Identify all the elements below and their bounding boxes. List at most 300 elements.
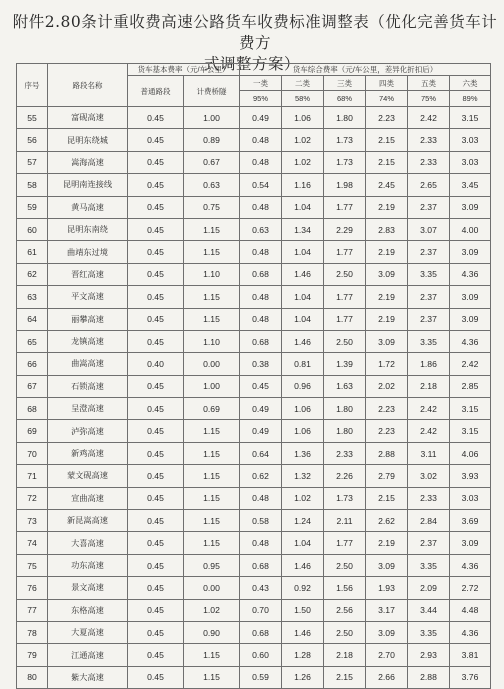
discount-class-4: 74% (366, 91, 408, 107)
class-1-rate-cell: 0.58 (240, 510, 282, 532)
seq-cell: 62 (17, 263, 48, 285)
route-cell: 新鸡高速 (48, 442, 128, 464)
base-bridge-cell: 0.00 (184, 353, 240, 375)
class-6-rate-cell: 2.72 (450, 577, 491, 599)
class-3-rate-cell: 1.98 (324, 174, 366, 196)
base-normal-cell: 0.45 (128, 330, 184, 352)
class-2-rate-cell: 0.96 (282, 375, 324, 397)
route-cell: 嵩海高速 (48, 151, 128, 173)
class-5-rate-cell: 3.02 (408, 465, 450, 487)
class-5-rate-cell: 2.18 (408, 375, 450, 397)
class-3-rate-cell: 1.80 (324, 398, 366, 420)
class-1-rate-cell: 0.43 (240, 577, 282, 599)
header-base-normal: 普通路段 (128, 76, 184, 107)
class-4-rate-cell: 2.02 (366, 375, 408, 397)
class-3-rate-cell: 1.77 (324, 196, 366, 218)
class-4-rate-cell: 3.09 (366, 330, 408, 352)
base-bridge-cell: 1.15 (184, 241, 240, 263)
class-5-rate-cell: 2.33 (408, 487, 450, 509)
route-cell: 功东高速 (48, 554, 128, 576)
table-row (17, 353, 491, 375)
class-5-rate-cell: 2.88 (408, 666, 450, 688)
table-row (17, 375, 491, 397)
class-1-rate-cell: 0.49 (240, 107, 282, 129)
class-1-rate-cell: 0.45 (240, 375, 282, 397)
class-2-rate-cell: 0.81 (282, 353, 324, 375)
header-comp-group: 货车综合费率（元/车公里，差异化折扣后） (240, 64, 491, 76)
class-4-rate-cell: 2.23 (366, 398, 408, 420)
class-5-rate-cell: 2.37 (408, 532, 450, 554)
class-5-rate-cell: 2.37 (408, 286, 450, 308)
class-3-rate-cell: 2.50 (324, 621, 366, 643)
table-row (17, 644, 491, 666)
seq-cell: 68 (17, 398, 48, 420)
class-6-rate-cell: 3.15 (450, 420, 491, 442)
class-1-rate-cell: 0.63 (240, 218, 282, 240)
class-4-rate-cell: 2.23 (366, 107, 408, 129)
route-cell: 东格高速 (48, 599, 128, 621)
route-cell: 曲嵩高速 (48, 353, 128, 375)
route-cell: 昆明东南绕 (48, 218, 128, 240)
class-6-rate-cell: 4.36 (450, 263, 491, 285)
class-4-rate-cell: 2.19 (366, 241, 408, 263)
base-bridge-cell: 0.63 (184, 174, 240, 196)
base-bridge-cell: 0.95 (184, 554, 240, 576)
class-5-rate-cell: 3.35 (408, 554, 450, 576)
route-cell: 晋红高速 (48, 263, 128, 285)
class-1-rate-cell: 0.64 (240, 442, 282, 464)
class-1-rate-cell: 0.48 (240, 241, 282, 263)
discount-class-6: 89% (450, 91, 491, 107)
base-bridge-cell: 1.15 (184, 644, 240, 666)
class-2-rate-cell: 1.02 (282, 129, 324, 151)
base-bridge-cell: 1.15 (184, 218, 240, 240)
class-6-rate-cell: 3.15 (450, 398, 491, 420)
seq-cell: 55 (17, 107, 48, 129)
seq-cell: 77 (17, 599, 48, 621)
class-4-rate-cell: 2.62 (366, 510, 408, 532)
class-1-rate-cell: 0.62 (240, 465, 282, 487)
class-5-rate-cell: 2.42 (408, 107, 450, 129)
class-4-rate-cell: 2.19 (366, 308, 408, 330)
header-base-group: 货车基本费率（元/车公里） (128, 64, 240, 76)
class-2-rate-cell: 1.02 (282, 151, 324, 173)
table-row (17, 510, 491, 532)
class-6-rate-cell: 3.69 (450, 510, 491, 532)
class-5-rate-cell: 2.93 (408, 644, 450, 666)
class-4-rate-cell: 1.72 (366, 353, 408, 375)
base-normal-cell: 0.45 (128, 398, 184, 420)
class-2-rate-cell: 0.92 (282, 577, 324, 599)
class-3-rate-cell: 2.29 (324, 218, 366, 240)
route-cell: 曲靖东过境 (48, 241, 128, 263)
class-5-rate-cell: 2.33 (408, 129, 450, 151)
route-cell: 江通高速 (48, 644, 128, 666)
base-bridge-cell: 1.10 (184, 330, 240, 352)
class-1-rate-cell: 0.68 (240, 263, 282, 285)
class-5-rate-cell: 3.44 (408, 599, 450, 621)
class-3-rate-cell: 1.56 (324, 577, 366, 599)
table-row (17, 577, 491, 599)
class-2-rate-cell: 1.28 (282, 644, 324, 666)
table-row (17, 308, 491, 330)
base-normal-cell: 0.45 (128, 599, 184, 621)
class-6-rate-cell: 3.09 (450, 241, 491, 263)
class-4-rate-cell: 3.17 (366, 599, 408, 621)
class-2-rate-cell: 1.04 (282, 308, 324, 330)
class-4-rate-cell: 2.15 (366, 487, 408, 509)
class-3-rate-cell: 2.50 (324, 330, 366, 352)
class-6-rate-cell: 4.00 (450, 218, 491, 240)
seq-cell: 67 (17, 375, 48, 397)
toll-rate-table (16, 63, 491, 689)
seq-cell: 76 (17, 577, 48, 599)
class-4-rate-cell: 2.45 (366, 174, 408, 196)
base-bridge-cell: 1.15 (184, 442, 240, 464)
discount-class-3: 68% (324, 91, 366, 107)
class-5-rate-cell: 3.07 (408, 218, 450, 240)
class-5-rate-cell: 2.84 (408, 510, 450, 532)
base-bridge-cell: 0.67 (184, 151, 240, 173)
discount-class-2: 58% (282, 91, 324, 107)
route-cell: 景文高速 (48, 577, 128, 599)
base-normal-cell: 0.45 (128, 442, 184, 464)
base-normal-cell: 0.45 (128, 621, 184, 643)
class-4-rate-cell: 3.09 (366, 554, 408, 576)
base-bridge-cell: 0.75 (184, 196, 240, 218)
table-row (17, 151, 491, 173)
class-2-rate-cell: 1.34 (282, 218, 324, 240)
seq-cell: 60 (17, 218, 48, 240)
class-1-rate-cell: 0.68 (240, 621, 282, 643)
class-2-rate-cell: 1.46 (282, 263, 324, 285)
seq-cell: 72 (17, 487, 48, 509)
route-cell: 丽攀高速 (48, 308, 128, 330)
seq-cell: 56 (17, 129, 48, 151)
class-4-rate-cell: 2.15 (366, 129, 408, 151)
class-1-rate-cell: 0.48 (240, 129, 282, 151)
class-5-rate-cell: 3.35 (408, 330, 450, 352)
class-1-rate-cell: 0.48 (240, 532, 282, 554)
base-bridge-cell: 1.15 (184, 465, 240, 487)
seq-cell: 79 (17, 644, 48, 666)
class-5-rate-cell: 2.09 (408, 577, 450, 599)
class-1-rate-cell: 0.38 (240, 353, 282, 375)
base-normal-cell: 0.45 (128, 554, 184, 576)
base-normal-cell: 0.45 (128, 510, 184, 532)
route-cell: 新昆嵩高速 (48, 510, 128, 532)
class-2-rate-cell: 1.46 (282, 554, 324, 576)
base-normal-cell: 0.45 (128, 174, 184, 196)
base-normal-cell: 0.45 (128, 263, 184, 285)
class-3-rate-cell: 2.26 (324, 465, 366, 487)
base-bridge-cell: 1.15 (184, 666, 240, 688)
header-class-2: 二类 (282, 76, 324, 91)
class-3-rate-cell: 1.77 (324, 286, 366, 308)
class-5-rate-cell: 2.65 (408, 174, 450, 196)
seq-cell: 63 (17, 286, 48, 308)
class-5-rate-cell: 3.35 (408, 621, 450, 643)
route-cell: 呈澄高速 (48, 398, 128, 420)
class-4-rate-cell: 2.23 (366, 420, 408, 442)
class-3-rate-cell: 2.33 (324, 442, 366, 464)
base-normal-cell: 0.45 (128, 218, 184, 240)
table-row (17, 196, 491, 218)
seq-cell: 78 (17, 621, 48, 643)
class-3-rate-cell: 1.39 (324, 353, 366, 375)
table-row (17, 107, 491, 129)
class-6-rate-cell: 2.42 (450, 353, 491, 375)
class-3-rate-cell: 1.77 (324, 241, 366, 263)
class-3-rate-cell: 2.18 (324, 644, 366, 666)
class-2-rate-cell: 1.06 (282, 398, 324, 420)
base-normal-cell: 0.45 (128, 107, 184, 129)
seq-cell: 75 (17, 554, 48, 576)
table-row (17, 465, 491, 487)
route-cell: 黄马高速 (48, 196, 128, 218)
class-1-rate-cell: 0.59 (240, 666, 282, 688)
class-5-rate-cell: 2.33 (408, 151, 450, 173)
class-6-rate-cell: 3.81 (450, 644, 491, 666)
base-normal-cell: 0.45 (128, 644, 184, 666)
class-6-rate-cell: 3.03 (450, 129, 491, 151)
class-2-rate-cell: 1.16 (282, 174, 324, 196)
discount-class-1: 95% (240, 91, 282, 107)
seq-cell: 71 (17, 465, 48, 487)
base-bridge-cell: 0.89 (184, 129, 240, 151)
class-3-rate-cell: 1.73 (324, 129, 366, 151)
class-2-rate-cell: 1.50 (282, 599, 324, 621)
class-1-rate-cell: 0.68 (240, 554, 282, 576)
class-4-rate-cell: 2.19 (366, 532, 408, 554)
class-1-rate-cell: 0.49 (240, 398, 282, 420)
class-5-rate-cell: 2.37 (408, 241, 450, 263)
class-6-rate-cell: 4.36 (450, 330, 491, 352)
class-2-rate-cell: 1.06 (282, 420, 324, 442)
base-normal-cell: 0.45 (128, 151, 184, 173)
class-3-rate-cell: 1.77 (324, 308, 366, 330)
class-4-rate-cell: 2.19 (366, 286, 408, 308)
base-normal-cell: 0.45 (128, 420, 184, 442)
table-row (17, 621, 491, 643)
base-bridge-cell: 1.00 (184, 375, 240, 397)
class-5-rate-cell: 2.37 (408, 196, 450, 218)
table-row (17, 286, 491, 308)
header-route: 路段名称 (48, 64, 128, 107)
class-1-rate-cell: 0.49 (240, 420, 282, 442)
title-line-2: 式调整方案） (203, 55, 300, 73)
class-1-rate-cell: 0.60 (240, 644, 282, 666)
header-base-bridge: 计费桥隧 (184, 76, 240, 107)
seq-cell: 58 (17, 174, 48, 196)
seq-cell: 69 (17, 420, 48, 442)
base-bridge-cell: 1.15 (184, 308, 240, 330)
class-4-rate-cell: 2.66 (366, 666, 408, 688)
table-body (17, 107, 491, 689)
base-bridge-cell: 0.90 (184, 621, 240, 643)
class-5-rate-cell: 3.35 (408, 263, 450, 285)
class-3-rate-cell: 2.50 (324, 263, 366, 285)
header-class-4: 四类 (366, 76, 408, 91)
base-normal-cell: 0.45 (128, 286, 184, 308)
class-5-rate-cell: 1.86 (408, 353, 450, 375)
route-cell: 平文高速 (48, 286, 128, 308)
class-4-rate-cell: 1.93 (366, 577, 408, 599)
class-4-rate-cell: 2.88 (366, 442, 408, 464)
route-cell: 石锁高速 (48, 375, 128, 397)
class-6-rate-cell: 3.03 (450, 151, 491, 173)
seq-cell: 65 (17, 330, 48, 352)
base-bridge-cell: 0.69 (184, 398, 240, 420)
base-bridge-cell: 1.00 (184, 107, 240, 129)
route-cell: 昆明南连接线 (48, 174, 128, 196)
base-bridge-cell: 1.15 (184, 532, 240, 554)
route-cell: 紫大高速 (48, 666, 128, 688)
base-bridge-cell: 0.00 (184, 577, 240, 599)
class-3-rate-cell: 1.73 (324, 151, 366, 173)
seq-cell: 59 (17, 196, 48, 218)
class-2-rate-cell: 1.26 (282, 666, 324, 688)
route-cell: 龙镇高速 (48, 330, 128, 352)
base-normal-cell: 0.45 (128, 241, 184, 263)
class-1-rate-cell: 0.48 (240, 308, 282, 330)
base-normal-cell: 0.45 (128, 375, 184, 397)
class-6-rate-cell: 3.03 (450, 487, 491, 509)
base-bridge-cell: 1.10 (184, 263, 240, 285)
class-3-rate-cell: 2.50 (324, 554, 366, 576)
class-3-rate-cell: 2.11 (324, 510, 366, 532)
table-row (17, 174, 491, 196)
class-6-rate-cell: 3.76 (450, 666, 491, 688)
base-normal-cell: 0.40 (128, 353, 184, 375)
class-5-rate-cell: 3.11 (408, 442, 450, 464)
base-bridge-cell: 1.15 (184, 487, 240, 509)
route-cell: 大夏高速 (48, 621, 128, 643)
table-row (17, 599, 491, 621)
base-normal-cell: 0.45 (128, 308, 184, 330)
table-row (17, 129, 491, 151)
seq-cell: 66 (17, 353, 48, 375)
base-normal-cell: 0.45 (128, 465, 184, 487)
route-cell: 富砚高速 (48, 107, 128, 129)
seq-cell: 80 (17, 666, 48, 688)
seq-cell: 74 (17, 532, 48, 554)
class-3-rate-cell: 1.73 (324, 487, 366, 509)
base-bridge-cell: 1.02 (184, 599, 240, 621)
class-1-rate-cell: 0.68 (240, 330, 282, 352)
class-2-rate-cell: 1.06 (282, 107, 324, 129)
route-cell: 宣曲高速 (48, 487, 128, 509)
base-bridge-cell: 1.15 (184, 420, 240, 442)
base-normal-cell: 0.45 (128, 487, 184, 509)
table-row (17, 487, 491, 509)
class-6-rate-cell: 4.36 (450, 621, 491, 643)
header-class-5: 五类 (408, 76, 450, 91)
class-3-rate-cell: 2.56 (324, 599, 366, 621)
base-normal-cell: 0.45 (128, 532, 184, 554)
header-class-6: 六类 (450, 76, 491, 91)
class-6-rate-cell: 3.09 (450, 196, 491, 218)
class-6-rate-cell: 3.93 (450, 465, 491, 487)
seq-cell: 70 (17, 442, 48, 464)
route-cell: 泸弥高速 (48, 420, 128, 442)
class-2-rate-cell: 1.04 (282, 286, 324, 308)
class-6-rate-cell: 3.09 (450, 308, 491, 330)
discount-class-5: 75% (408, 91, 450, 107)
class-1-rate-cell: 0.48 (240, 286, 282, 308)
table-row (17, 442, 491, 464)
class-3-rate-cell: 1.80 (324, 107, 366, 129)
class-2-rate-cell: 1.02 (282, 487, 324, 509)
class-6-rate-cell: 3.45 (450, 174, 491, 196)
class-1-rate-cell: 0.48 (240, 151, 282, 173)
class-2-rate-cell: 1.32 (282, 465, 324, 487)
class-4-rate-cell: 3.09 (366, 621, 408, 643)
class-3-rate-cell: 1.63 (324, 375, 366, 397)
class-4-rate-cell: 2.70 (366, 644, 408, 666)
class-5-rate-cell: 2.42 (408, 420, 450, 442)
class-2-rate-cell: 1.04 (282, 241, 324, 263)
route-cell: 昆明东绕城 (48, 129, 128, 151)
class-6-rate-cell: 2.85 (450, 375, 491, 397)
table-row (17, 554, 491, 576)
class-1-rate-cell: 0.48 (240, 487, 282, 509)
table-row (17, 218, 491, 240)
class-2-rate-cell: 1.24 (282, 510, 324, 532)
base-normal-cell: 0.45 (128, 129, 184, 151)
class-6-rate-cell: 4.36 (450, 554, 491, 576)
class-4-rate-cell: 2.79 (366, 465, 408, 487)
class-6-rate-cell: 3.15 (450, 107, 491, 129)
class-2-rate-cell: 1.04 (282, 196, 324, 218)
table-row (17, 420, 491, 442)
class-6-rate-cell: 3.09 (450, 286, 491, 308)
class-2-rate-cell: 1.46 (282, 621, 324, 643)
class-4-rate-cell: 3.09 (366, 263, 408, 285)
class-5-rate-cell: 2.42 (408, 398, 450, 420)
class-5-rate-cell: 2.37 (408, 308, 450, 330)
table-row (17, 263, 491, 285)
base-bridge-cell: 1.15 (184, 286, 240, 308)
base-normal-cell: 0.45 (128, 196, 184, 218)
route-cell: 大喜高速 (48, 532, 128, 554)
class-6-rate-cell: 4.48 (450, 599, 491, 621)
class-1-rate-cell: 0.70 (240, 599, 282, 621)
class-3-rate-cell: 1.80 (324, 420, 366, 442)
seq-cell: 64 (17, 308, 48, 330)
class-4-rate-cell: 2.83 (366, 218, 408, 240)
class-6-rate-cell: 4.06 (450, 442, 491, 464)
header-seq: 序号 (17, 64, 48, 107)
class-6-rate-cell: 3.09 (450, 532, 491, 554)
class-2-rate-cell: 1.46 (282, 330, 324, 352)
class-3-rate-cell: 1.77 (324, 532, 366, 554)
table-row (17, 241, 491, 263)
base-normal-cell: 0.45 (128, 577, 184, 599)
class-1-rate-cell: 0.48 (240, 196, 282, 218)
route-cell: 蒙文砚高速 (48, 465, 128, 487)
seq-cell: 61 (17, 241, 48, 263)
header-class-3: 三类 (324, 76, 366, 91)
seq-cell: 73 (17, 510, 48, 532)
title-line-1: 附件2.80条计重收费高速公路货车收费标准调整表（优化完善货车计费方 (12, 13, 498, 52)
base-normal-cell: 0.45 (128, 666, 184, 688)
class-3-rate-cell: 2.15 (324, 666, 366, 688)
base-bridge-cell: 1.15 (184, 510, 240, 532)
class-1-rate-cell: 0.54 (240, 174, 282, 196)
class-4-rate-cell: 2.15 (366, 151, 408, 173)
table-row (17, 398, 491, 420)
